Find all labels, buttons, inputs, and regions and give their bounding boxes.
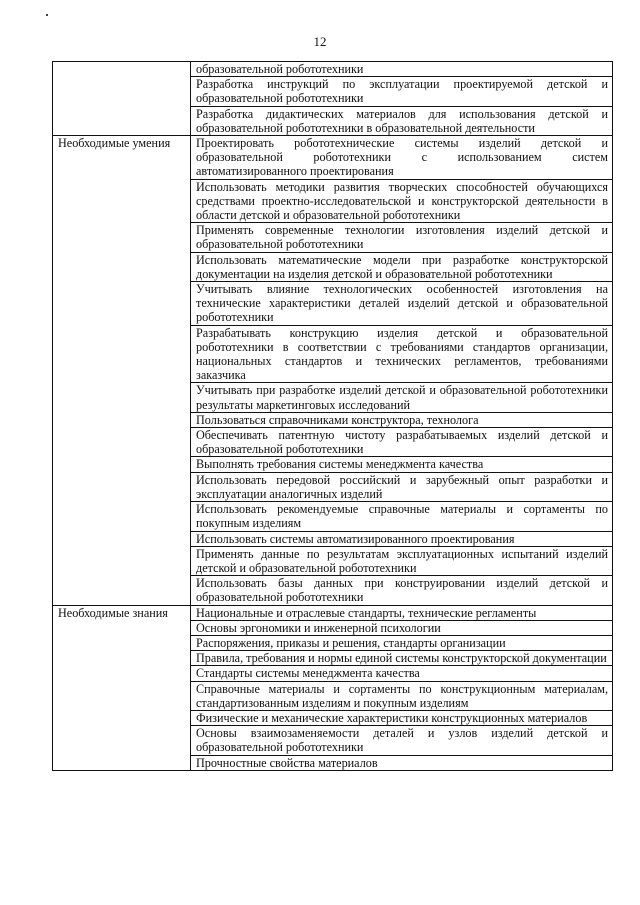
requirement-item: Распоряжения, приказы и решения, стандарты организации bbox=[191, 635, 613, 650]
requirement-item: Использовать рекомендуемые справочные материалы и сортаменты по покупным изделиям bbox=[191, 502, 613, 531]
requirement-item: Использовать математические модели при разработке конструкторской документации на изделия детской и образовательной робототехники bbox=[191, 252, 613, 281]
requirement-item: Разработка дидактических материалов для использования детской и образовательной робототехники в образовательной деятельности bbox=[191, 106, 613, 135]
requirement-item: Использовать базы данных при конструировании изделий детской и образовательной робототехники bbox=[191, 576, 613, 605]
competency-table bbox=[52, 61, 613, 771]
scan-speck bbox=[46, 14, 48, 16]
requirement-item: Применять данные по результатам эксплуатационных испытаний изделий детской и образовательной робототехники bbox=[191, 546, 613, 575]
requirement-item: Прочностные свойства материалов bbox=[191, 755, 613, 770]
requirement-item: Стандарты системы менеджмента качества bbox=[191, 666, 613, 681]
section-label: Необходимые умения bbox=[53, 136, 191, 606]
requirement-item: Правила, требования и нормы единой системы конструкторской документации bbox=[191, 651, 613, 666]
requirement-item: Основы взаимозаменяемости деталей и узлов изделий детской и образовательной робототехники bbox=[191, 726, 613, 755]
table-row bbox=[53, 62, 613, 77]
page-number: 12 bbox=[313, 34, 327, 49]
requirement-item: образовательной робототехники bbox=[191, 62, 613, 77]
requirement-item: Выполнять требования системы менеджмента качества bbox=[191, 457, 613, 472]
requirement-item: Разработка инструкций по эксплуатации проектируемой детской и образовательной робототехники bbox=[191, 77, 613, 106]
requirement-item: Учитывать при разработке изделий детской и образовательной робототехники результаты маркетинговых исследований bbox=[191, 383, 613, 412]
requirement-item: Разрабатывать конструкцию изделия детской и образовательной робототехники в соответствии с требованиями стандартов организации, национальных стандартов и технических регламентов, требованиями заказчика bbox=[191, 325, 613, 383]
requirement-item: Проектировать робототехнические системы изделий детской и образовательной робототехники с использованием систем автоматизированного проектирования bbox=[191, 136, 613, 180]
requirement-item: Использовать системы автоматизированного проектирования bbox=[191, 531, 613, 546]
section-label: Необходимые знания bbox=[53, 605, 191, 770]
requirement-item: Национальные и отраслевые стандарты, технические регламенты bbox=[191, 605, 613, 620]
requirement-item: Справочные материалы и сортаменты по конструкционным материалам, стандартизованным изделиям и покупным изделиям bbox=[191, 681, 613, 710]
table-row bbox=[53, 136, 613, 180]
requirement-item: Использовать методики развития творческих способностей обучающихся средствами проектно-исследовательской и конструкторской деятельности в области детской и образовательной робототехники bbox=[191, 179, 613, 223]
requirement-item: Использовать передовой российский и зарубежный опыт разработки и эксплуатации аналогичных изделий bbox=[191, 472, 613, 501]
requirement-item: Обеспечивать патентную чистоту разрабатываемых изделий детской и образовательной робототехники bbox=[191, 428, 613, 457]
requirement-item: Основы эргономики и инженерной психологии bbox=[191, 620, 613, 635]
requirement-item: Применять современные технологии изготовления изделий детской и образовательной робототехники bbox=[191, 223, 613, 252]
requirement-item: Физические и механические характеристики конструкционных материалов bbox=[191, 710, 613, 725]
requirement-item: Учитывать влияние технологических особенностей изготовления на технические характеристики деталей изделий детской и образовательной робототехники bbox=[191, 282, 613, 326]
table-row bbox=[53, 605, 613, 620]
section-label bbox=[53, 62, 191, 136]
requirement-item: Пользоваться справочниками конструктора, технолога bbox=[191, 412, 613, 427]
